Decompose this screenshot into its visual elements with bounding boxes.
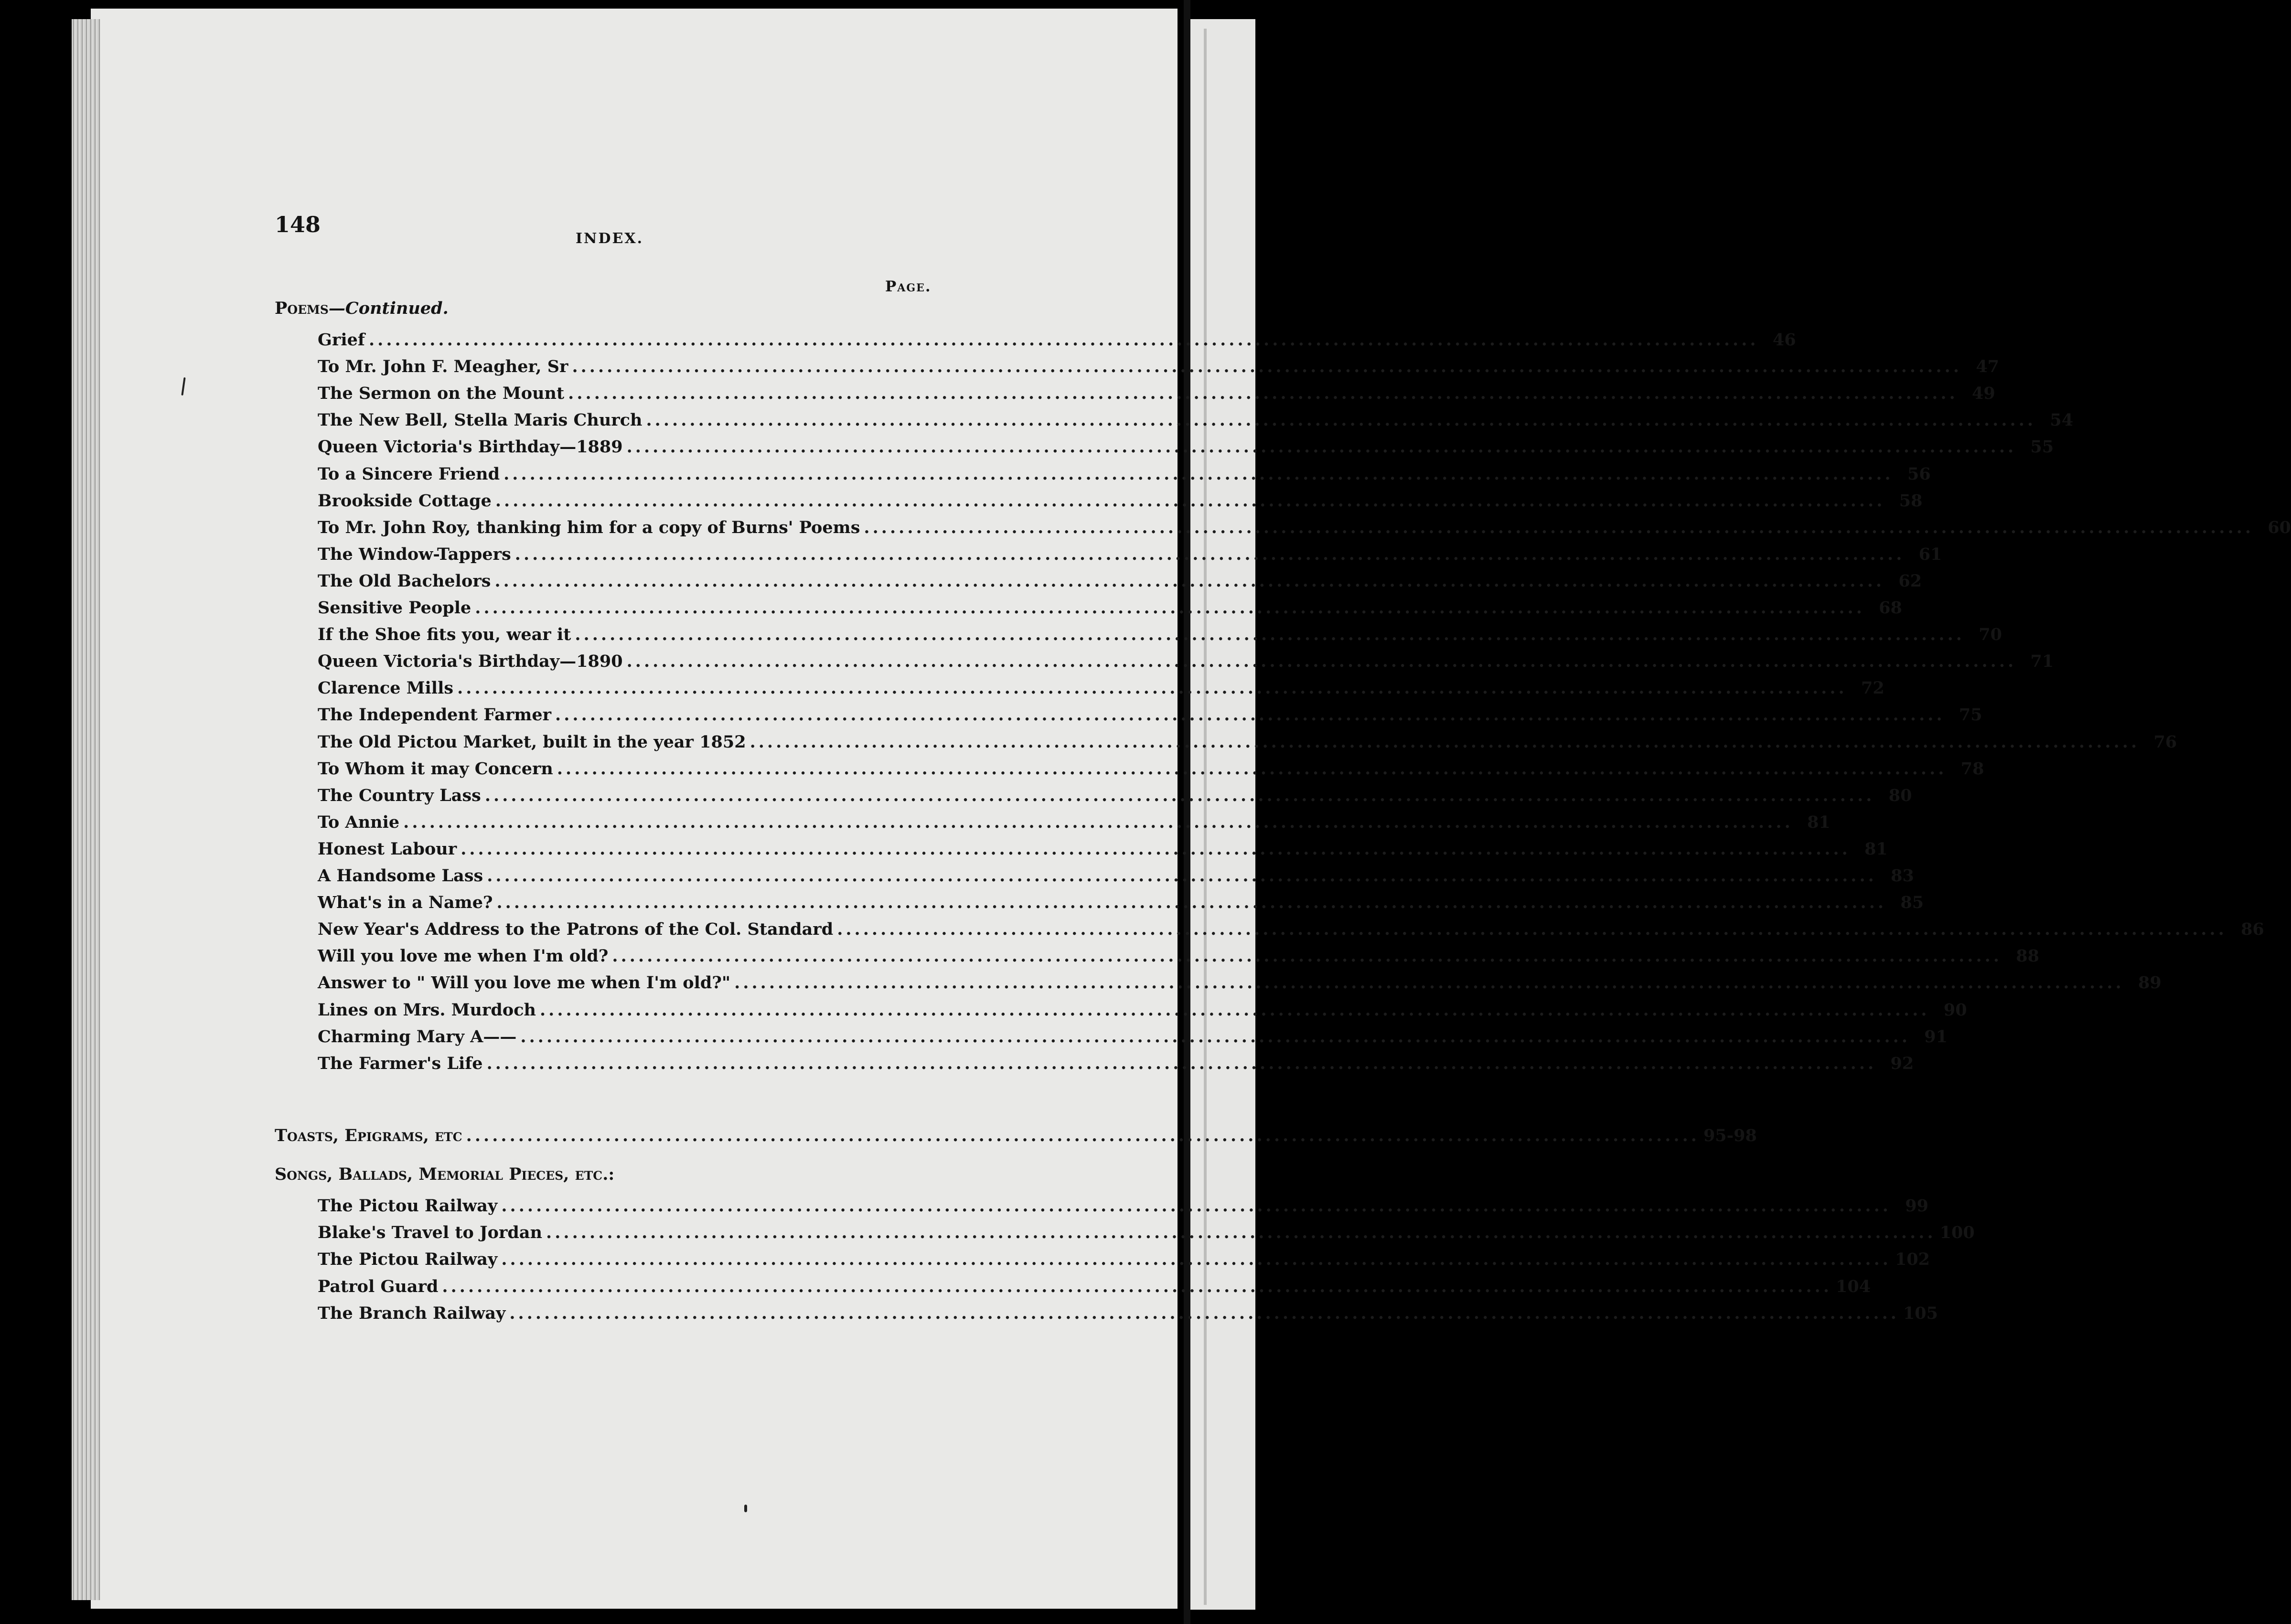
index-entry	[318, 433, 2054, 457]
section-heading-text: Poems	[275, 299, 329, 318]
leader-dots: ................................................................................................................................................................	[501, 1250, 1891, 1270]
index-entry	[318, 594, 1902, 618]
entry-page: 58	[1899, 491, 1923, 511]
entry-title: Will you love me when I'm old?	[318, 946, 609, 966]
index-entry	[318, 888, 1924, 913]
entry-title: Honest Labour	[318, 839, 457, 859]
entry-page: 86	[2241, 919, 2264, 940]
index-entry	[318, 1299, 1938, 1323]
page-column-label: Page.	[885, 278, 931, 295]
entry-title: Patrol Guard	[318, 1276, 439, 1296]
leader-dots: ................................................................................................................................................................	[626, 437, 2017, 457]
leader-dots: ................................................................................................................................................................	[460, 839, 1851, 859]
entry-page: 104	[1836, 1276, 1871, 1296]
section-heading-text: Songs, Ballads, Memorial Pieces, etc.:	[275, 1165, 615, 1184]
leader-dots: ................................................................................................................................................................	[495, 491, 1885, 511]
index-entry	[318, 969, 2162, 993]
index-entry	[318, 567, 1922, 591]
leader-dots: ................................................................................................................................................................	[494, 571, 1885, 591]
index-entry	[318, 513, 2291, 537]
leader-dots: ................................................................................................................................................................	[539, 1000, 1930, 1020]
leader-dots: ................................................................................................................................................................	[612, 946, 2002, 966]
entry-page: 90	[1943, 1000, 1967, 1020]
entry-title: The Pictou Railway	[318, 1196, 498, 1216]
leader-dots: ................................................................................................................................................................	[475, 598, 1865, 618]
entry-title: The Window-Tappers	[318, 544, 511, 564]
entry-title: To Mr. John F. Meagher, Sr	[318, 357, 568, 377]
entry-page: 47	[1976, 357, 2000, 377]
index-entry-toasts	[275, 1122, 1757, 1145]
leader-dots: ................................................................................................................................................................	[509, 1303, 1899, 1323]
index-entry	[318, 942, 2040, 966]
index-entry	[318, 835, 1888, 859]
page-number: 148	[275, 212, 321, 237]
index-entry	[318, 701, 1982, 725]
entry-page: 102	[1895, 1250, 1930, 1270]
scan-speck	[744, 1505, 747, 1512]
index-entry	[318, 1218, 1975, 1243]
entry-title: The Branch Railway	[318, 1303, 506, 1323]
index-entry	[318, 781, 1912, 805]
index-entry	[318, 353, 2000, 377]
entry-page: 105	[1903, 1303, 1938, 1323]
entry-title: What's in a Name?	[318, 893, 493, 913]
index-entry	[318, 620, 2002, 645]
entry-page: 55	[2030, 437, 2054, 457]
entry-page: 68	[1879, 598, 1902, 618]
entry-title: Clarence Mills	[318, 678, 454, 698]
entry-page: 46	[1772, 330, 1796, 350]
entry-page: 61	[1918, 544, 1942, 564]
entry-page: 89	[2138, 973, 2162, 993]
section-heading-suffix: —Continued.	[328, 299, 449, 318]
entry-page: 88	[2016, 946, 2040, 966]
index-entry	[318, 1023, 1948, 1047]
entry-title: The Farmer's Life	[318, 1053, 483, 1073]
leader-dots: ................................................................................................................................................................	[487, 866, 1877, 886]
entry-page: 76	[2153, 732, 2177, 752]
entry-page: 81	[1864, 839, 1888, 859]
leader-dots: ................................................................................................................................................................	[484, 785, 1875, 805]
index-entry	[318, 728, 2177, 752]
index-entry	[318, 1272, 1871, 1296]
index-entry	[318, 326, 1796, 350]
index-entry	[318, 487, 1923, 511]
leader-dots: ................................................................................................................................................................	[626, 652, 2017, 672]
entry-page: 49	[1972, 384, 1995, 404]
entry-page: 75	[1959, 705, 1982, 725]
entry-page: 70	[1979, 625, 2002, 645]
entry-page: 85	[1900, 893, 1924, 913]
section-heading-songs	[275, 1165, 614, 1184]
leader-dots: ................................................................................................................................................................	[503, 464, 1894, 484]
entry-page: 54	[2050, 410, 2074, 430]
entry-page: 83	[1891, 866, 1914, 886]
entry-page: 91	[1924, 1026, 1948, 1047]
entry-page: 78	[1960, 759, 1984, 779]
index-entry	[318, 755, 1984, 779]
entry-title: Charming Mary A——	[318, 1026, 517, 1047]
entry-page: 72	[1861, 678, 1884, 698]
entry-title: The Old Pictou Market, built in the year 1852	[318, 732, 746, 752]
entry-page: 62	[1898, 571, 1922, 591]
entry-title: To a Sincere Friend	[318, 464, 500, 484]
leader-dots: ................................................................................................................................................................	[501, 1196, 1891, 1216]
entry-title: Toasts, Epigrams, etc	[275, 1126, 462, 1145]
entry-page: 95-98	[1703, 1126, 1757, 1145]
leader-dots: ................................................................................................................................................................	[837, 919, 2227, 940]
index-entry	[318, 406, 2074, 430]
leader-dots: ................................................................................................................................................................	[864, 517, 2254, 537]
index-entry	[318, 379, 1995, 404]
entry-title: A Handsome Lass	[318, 866, 483, 886]
leader-dots: ................................................................................................................................................................	[457, 678, 1847, 698]
entry-title: Queen Victoria's Birthday—1889	[318, 437, 623, 457]
entry-title: Lines on Mrs. Murdoch	[318, 1000, 536, 1020]
entry-title: The Old Bachelors	[318, 571, 491, 591]
entry-title: Sensitive People	[318, 598, 471, 618]
index-entry	[318, 1049, 1914, 1073]
entry-title: To Whom it may Concern	[318, 759, 553, 779]
entry-page: 99	[1905, 1196, 1928, 1216]
leader-dots: ................................................................................................................................................................	[555, 705, 1945, 725]
leader-dots: ..............................................................................................................................................	[466, 1126, 1700, 1145]
index-entry	[318, 915, 2264, 940]
entry-title: Blake's Travel to Jordan	[318, 1223, 543, 1243]
index-entry	[318, 1245, 1930, 1270]
entry-title: Answer to " Will you love me when I'm old?"	[318, 973, 731, 993]
index-entry	[318, 1192, 1928, 1216]
index-entry	[318, 862, 1914, 886]
entry-title: If the Shoe fits you, wear it	[318, 625, 571, 645]
running-head: INDEX.	[576, 230, 644, 247]
leader-dots: ................................................................................................................................................................	[520, 1026, 1911, 1047]
leader-dots: ................................................................................................................................................................	[749, 732, 2140, 752]
entry-page: 81	[1807, 812, 1831, 832]
entry-title: New Year's Address to the Patrons of the Col. Standard	[318, 919, 834, 940]
entry-title: Brookside Cottage	[318, 491, 492, 511]
entry-title: To Annie	[318, 812, 400, 832]
index-entry	[318, 808, 1831, 832]
entry-title: To Mr. John Roy, thanking him for a copy of Burns' Poems	[318, 517, 860, 537]
leader-dots: ................................................................................................................................................................	[734, 973, 2124, 993]
index-entry	[318, 647, 2054, 672]
leader-dots: ................................................................................................................................................................	[646, 410, 2036, 430]
entry-page: 80	[1888, 785, 1912, 805]
section-heading-poems	[275, 299, 449, 318]
leader-dots: ................................................................................................................................................................	[368, 330, 1759, 350]
index-entry	[318, 460, 1931, 484]
page-stack-edge	[72, 19, 100, 1600]
leader-dots: ................................................................................................................................................................	[403, 812, 1793, 832]
entry-title: Queen Victoria's Birthday—1890	[318, 652, 623, 672]
entry-page: 60	[2268, 517, 2291, 537]
leader-dots: ................................................................................................................................................................	[557, 759, 1947, 779]
entry-page: 56	[1907, 464, 1931, 484]
entry-page: 71	[2030, 652, 2054, 672]
leader-dots: ................................................................................................................................................................	[568, 384, 1958, 404]
leader-dots: ................................................................................................................................................................	[442, 1276, 1832, 1296]
entry-title: The New Bell, Stella Maris Church	[318, 410, 642, 430]
leader-dots: ................................................................................................................................................................	[575, 625, 1965, 645]
entry-title: The Country Lass	[318, 785, 481, 805]
index-entry	[318, 996, 1967, 1020]
leader-dots: ................................................................................................................................................................	[514, 544, 1905, 564]
index-entry	[318, 674, 1884, 698]
entry-title: The Independent Farmer	[318, 705, 552, 725]
leader-dots: ................................................................................................................................................................	[496, 893, 1887, 913]
leader-dots: ................................................................................................................................................................	[546, 1223, 1936, 1243]
entry-page: 92	[1890, 1053, 1914, 1073]
entry-page: 100	[1939, 1223, 1975, 1243]
entry-title: The Sermon on the Mount	[318, 384, 565, 404]
entry-title: Grief	[318, 330, 365, 350]
leader-dots: ................................................................................................................................................................	[486, 1053, 1877, 1073]
leader-dots: ................................................................................................................................................................	[572, 357, 1962, 377]
entry-title: The Pictou Railway	[318, 1250, 498, 1270]
index-entry	[318, 540, 1942, 564]
